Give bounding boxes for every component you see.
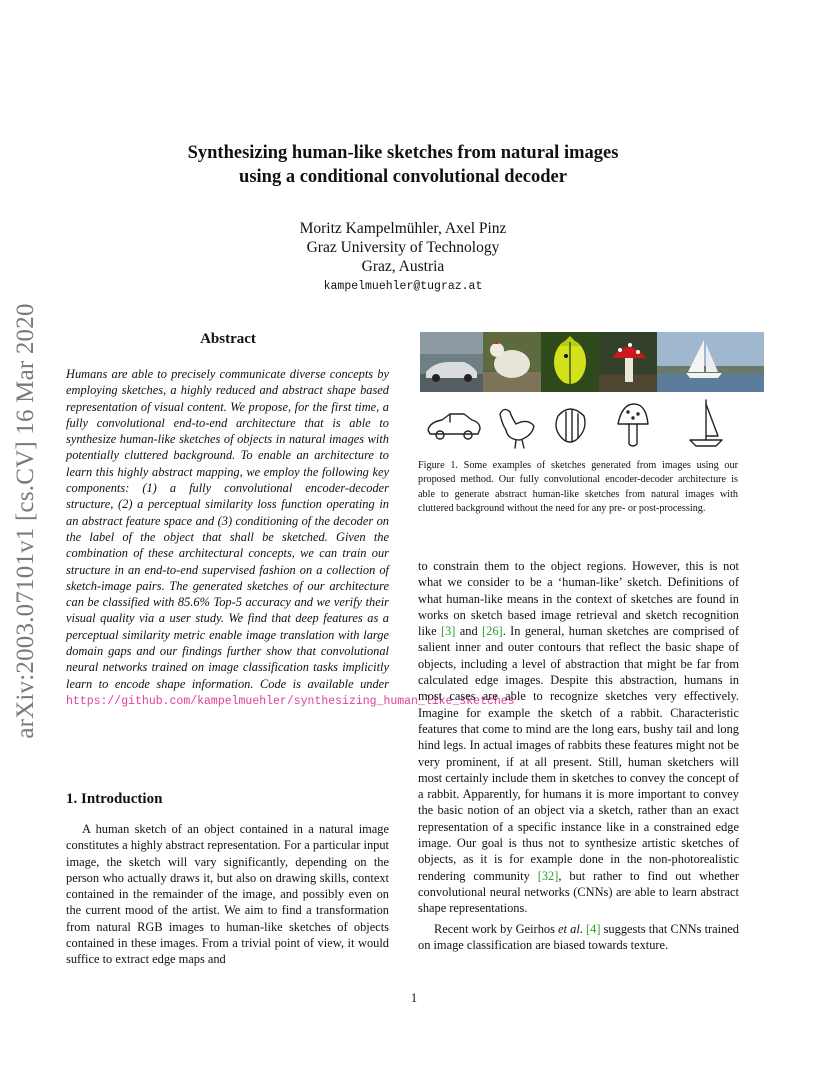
- text-run: Recent work by Geirhos: [434, 921, 559, 936]
- citation-link[interactable]: [32]: [537, 868, 559, 883]
- text-run: . In general, human sketches are comprised of salient inner and outer contours that reflect the basic shape of objects, including a level of abstraction that might be far from calculated edge images. Despite this abstraction, humans in most cases are able to recognize sketches very effectively. Imagine for example the sketch of a rabbit. Characteristic features that come to mind are the long ears, bushy tail and long hind legs. In actual images of rabbits these features might not be very prominent, if at all present. Still, human sketchers will most certainly include them in sketches to convey the concept of a rabbit. Apparently, for humans it is more important to convey the basic notion of an object via a sketch, rather than an exact representation of a specific instance like in a constrained edge image. Our goal is thus not to synthesize artistic sketches of objects, as it is for example done in the non-photorealistic rendering community: [418, 624, 739, 883]
- introduction-heading: 1. Introduction: [66, 791, 163, 807]
- chicken-photo: [483, 332, 541, 392]
- arxiv-identifier: [8, 283, 44, 758]
- fish-photo: [541, 332, 599, 392]
- text-run: et al: [558, 921, 580, 936]
- author-email: kampelmuehler@tugraz.at: [323, 280, 483, 293]
- car-photo: [420, 332, 483, 392]
- code-link[interactable]: https://github.com/kampelmuehler/synthesizing_human_like_sketches: [66, 694, 515, 708]
- sailboat-photo: [657, 332, 764, 392]
- introduction-body: [66, 821, 389, 968]
- figure-1-graphic: [420, 332, 764, 454]
- figure-1-caption: Figure 1. Some examples of sketches generated from images using our proposed method. Our fully convolutional encoder-decoder architecture is able to generate abstract human-like sketches from natural images with cluttered background without the need for any pre- or post-processing.: [418, 460, 738, 515]
- right-paragraph-1: [418, 558, 739, 917]
- citation-link[interactable]: [4]: [586, 921, 601, 936]
- title-line-1: Synthesizing human-like sketches from natural images: [187, 143, 619, 163]
- car-sketch: [428, 414, 480, 439]
- text-run: suggests that CNNs trained on image classification are biased towards texture.: [418, 921, 739, 952]
- title-line-2: using a conditional convolutional decoder: [239, 167, 567, 187]
- author-block: [150, 219, 656, 276]
- text-run: to constrain them to the object regions. However, this is not what we consider to be a ‘human-like’ sketch. Definitions of what human-like means in the context of sketches are found in works on sketch based image retrieval and sketch recognition like: [418, 559, 739, 639]
- text-run: and: [455, 624, 483, 639]
- intro-paragraph-1: A human sketch of an object contained in a natural image constitutes a highly abstract representation. For a particular input image, the sketch will vary significantly, depending on the person who actually draws it, but also on drawing skills, context contained in the remainder of the image, and possibly even on the current mood of the artist. We aim to find a transformation from natural RGB images to human-like sketches of objects contained in these images. From a trivial point of view, it would suffice to extract edge maps and: [66, 822, 389, 967]
- fish-sketch: [556, 409, 585, 442]
- right-paragraph-2: [418, 921, 739, 954]
- location: Graz, Austria: [361, 258, 445, 275]
- arxiv-id-text: arXiv:2003.07101v1 [cs.CV] 16 Mar 2020: [12, 302, 39, 739]
- text-run: .: [579, 921, 587, 936]
- authors: Moritz Kampelmühler, Axel Pinz: [299, 220, 507, 237]
- mushroom-photo: [599, 332, 657, 392]
- paper-title: [110, 141, 696, 189]
- abstract-heading: Abstract: [200, 331, 256, 347]
- citation-link[interactable]: [3]: [440, 624, 456, 639]
- page-number: 1: [410, 991, 418, 1005]
- abstract-text: Humans are able to precisely communicate diverse concepts by employing sketches, a highly reduced and abstract shape based representation of visual content. We propose, for the first time, a fully convolutional end-to-end architecture that is able to synthesize human-like sketches of objects in natural images with potentially cluttered background. To enable an architecture to learn this highly abstract mapping, we employ the following key components: (1) a fully convolutional encoder-decoder structure, (2) a perceptual similarity loss function operating in an abstract feature space and (3) conditioning of the decoder on the label of the object that shall be sketched. Given the combination of these architectural concepts, we can train our structure in an end-to-end supervised fashion on a collection of sketch-image pairs. The generated sketches of our architecture can be classified with 85.6% Top-5 accuracy and we verify their visual quality via a user study. We find that deep features as a perceptual similarity metric enable image translation with large domain gaps and our findings further show that convolutional neural networks trained on image classification tasks implicitly learn to encode shape information. Code is available under: [66, 367, 389, 691]
- figure-1: [420, 332, 764, 454]
- right-column-body: [418, 558, 739, 953]
- text-run: , but rather to find out whether convolutional neural networks (CNNs) are able to learn abstract shape representations.: [418, 868, 739, 916]
- sailboat-sketch: [690, 400, 722, 446]
- affiliation: Graz University of Technology: [306, 239, 500, 256]
- mushroom-sketch: [618, 404, 648, 446]
- citation-link[interactable]: [26]: [482, 624, 503, 639]
- chicken-sketch: [500, 409, 534, 448]
